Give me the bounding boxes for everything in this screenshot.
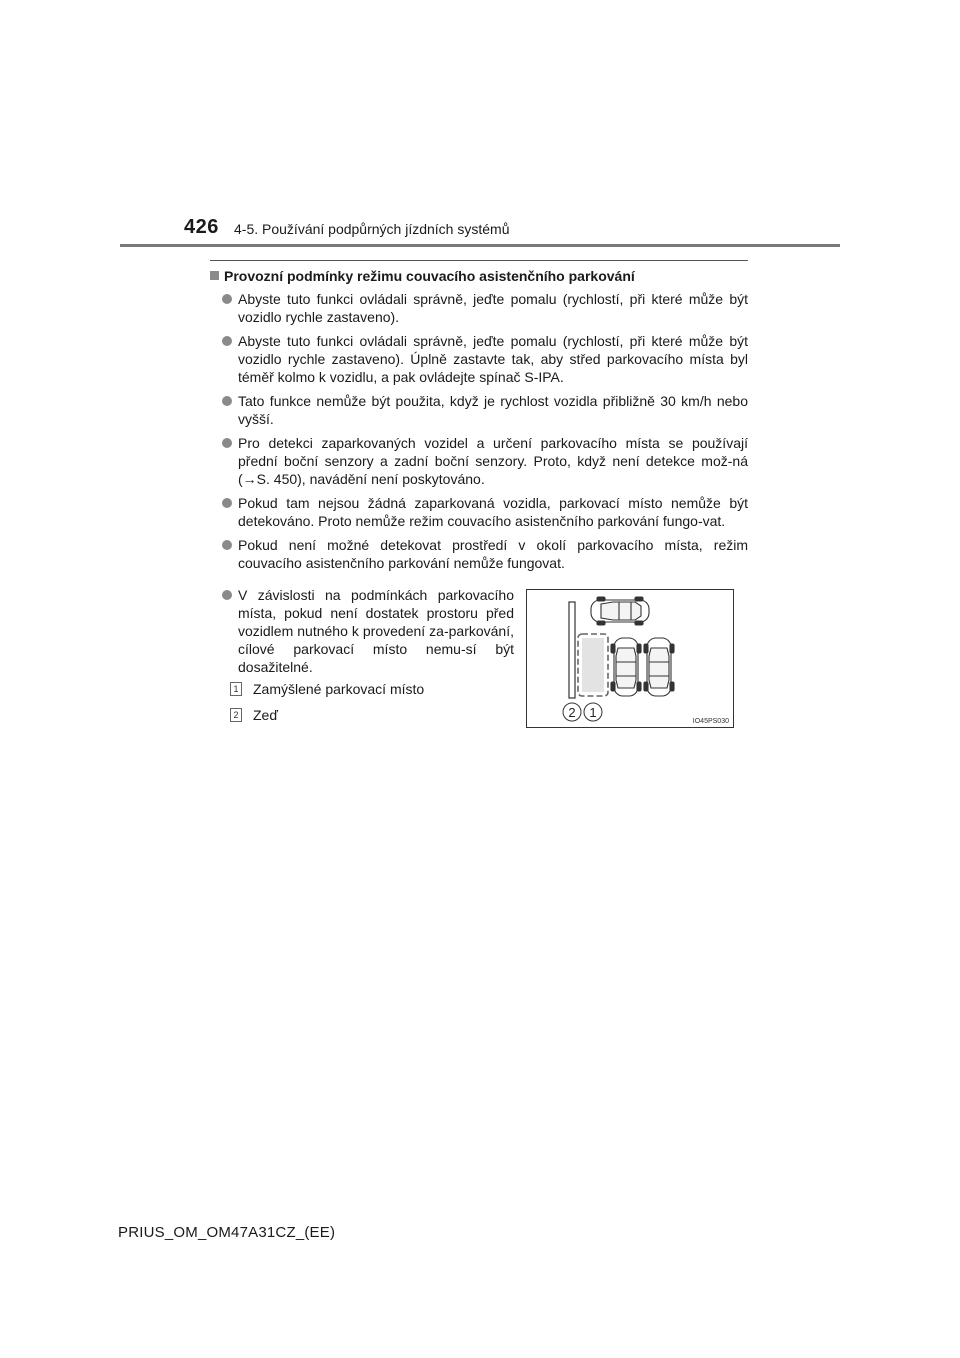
bullet-dot-icon xyxy=(222,438,232,448)
chapter-title: 4-5. Používání podpůrných jízdních systémů xyxy=(234,221,510,237)
callout-2-label: 2 xyxy=(568,705,576,720)
legend-item xyxy=(230,680,424,698)
page-number: 426 xyxy=(184,216,219,238)
legend-number: 1 xyxy=(230,682,242,696)
legend-label: Zamýšlené parkovací místo xyxy=(253,681,425,697)
list-item: Abyste tuto funkci ovládali správně, jeďte pomalu (rychlostí, při které může být vozidlo rychle zastaveno). xyxy=(222,290,748,326)
section-heading: Provozní podmínky režimu couvacího asistenčního parkování xyxy=(210,268,635,284)
car-top xyxy=(591,597,649,625)
section-divider xyxy=(210,260,748,261)
square-bullet-icon xyxy=(210,271,219,280)
list-item: Abyste tuto funkci ovládali správně, jeďte pomalu (rychlostí, při které může být vozidlo rychle zastaveno). Úplně zastavte tak, aby střed parkovacího místa byl téměř kolmo k vozidlu, a pak ovládejte spínač S-IPA. xyxy=(222,332,748,386)
bullet-dot-icon xyxy=(222,336,232,346)
list-item: Pro detekci zaparkovaných vozidel a určení parkovacího místa se používají přední boční senzory a zadní boční senzory. Proto, když není detekce mož-ná (→S. 450), navádění není poskytováno. xyxy=(222,434,748,488)
figure-legend xyxy=(230,680,424,732)
parking-illustration xyxy=(527,590,733,727)
list-item: Pokud tam nejsou žádná zaparkovaná vozidla, parkovací místo nemůže být detekováno. Proto nemůže režim couvacího asistenčního parkování fungo-vat. xyxy=(222,494,748,530)
figure-code: IO45PS030 xyxy=(692,718,729,725)
bullet-dot-icon xyxy=(222,396,232,406)
bullet-list xyxy=(222,290,748,578)
bullet-dot-icon xyxy=(222,294,232,304)
legend-number: 2 xyxy=(230,708,242,722)
wall-shape xyxy=(569,602,575,698)
list-item: V závislosti na podmínkách parkovacího místa, pokud není dostatek prostoru před vozidlem nutného k provedení za-parkování, cílové parkovací místo nemu-sí být dosažitelné. xyxy=(222,586,514,676)
legend-label: Zeď xyxy=(253,707,278,723)
parking-diagram xyxy=(526,589,734,728)
bullet-dot-icon xyxy=(222,590,232,600)
header-divider xyxy=(120,244,840,247)
parking-space-fill xyxy=(582,638,604,692)
callout-1-label: 1 xyxy=(589,705,597,720)
document-id: PRIUS_OM_OM47A31CZ_(EE) xyxy=(118,1224,336,1241)
legend-item xyxy=(230,706,424,724)
list-item: Tato funkce nemůže být použita, když je rychlost vozidla přibližně 30 km/h nebo vyšší. xyxy=(222,392,748,428)
bullet-dot-icon xyxy=(222,540,232,550)
bullet-dot-icon xyxy=(222,498,232,508)
car-middle xyxy=(611,638,641,696)
car-right xyxy=(644,638,674,696)
list-item: Pokud není možné detekovat prostředí v okolí parkovacího místa, režim couvacího asistenčního parkování nemůže fungovat. xyxy=(222,536,748,572)
